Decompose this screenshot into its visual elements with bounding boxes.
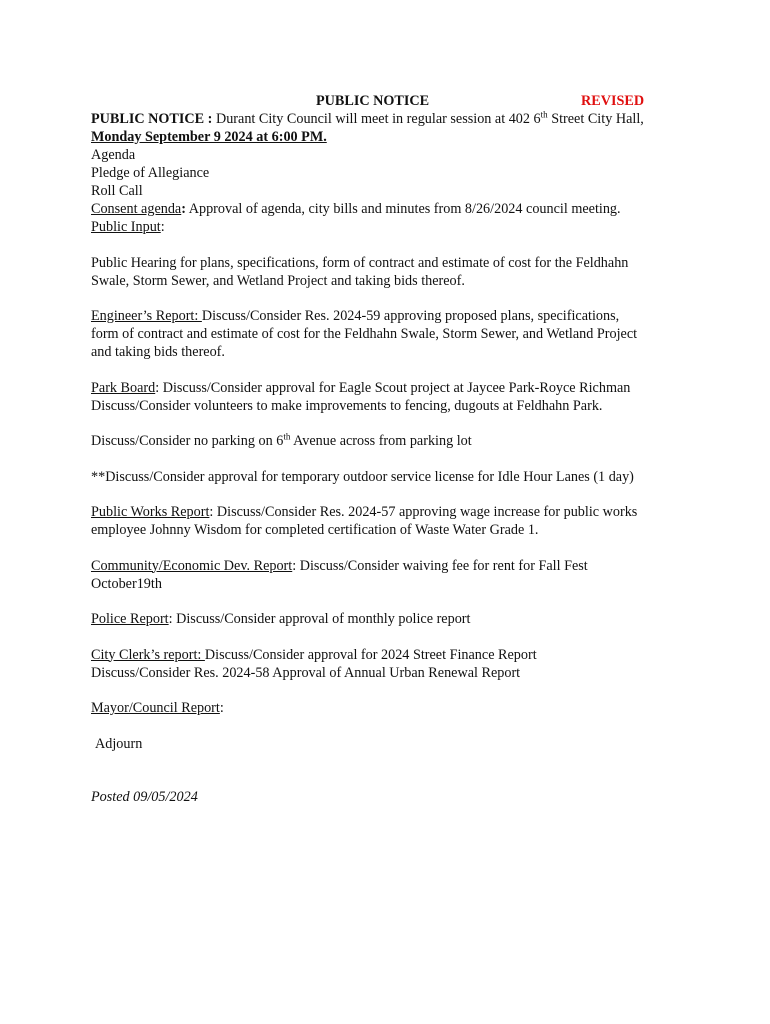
- pledge-item: Pledge of Allegiance: [91, 165, 210, 181]
- intro-label: PUBLIC NOTICE :: [91, 111, 213, 127]
- park-board-text: : Discuss/Consider approval for Eagle Scout project at Jaycee Park-Royce Richman: [155, 379, 631, 396]
- idle-hour-item: **Discuss/Consider approval for temporary outdoor service license for Idle Hour Lanes (1 day): [91, 468, 634, 485]
- public-works-line-1: [91, 503, 691, 521]
- notice-header: [91, 92, 691, 110]
- intro-text: Durant City Council will meet in regular session at 402 6: [212, 111, 541, 127]
- park-board-label: Park Board: [91, 379, 156, 396]
- intro-line: [91, 110, 691, 128]
- public-works-line-2: employee Johnny Wisdom for completed certification of Waste Water Grade 1.: [91, 522, 539, 538]
- public-hearing-line-1: Public Hearing for plans, specifications, form of contract and estimate of cost for the Feldhahn: [91, 254, 629, 271]
- engineer-report-text: Discuss/Consider Res. 2024-59 approving proposed plans, specifications,: [201, 308, 620, 324]
- mayor-council-colon: :: [219, 700, 224, 716]
- city-clerk-line-1: [91, 646, 691, 664]
- consent-colon: :: [181, 201, 186, 217]
- city-clerk-label: City Clerk’s report:: [91, 646, 205, 663]
- public-hearing-line-2: Swale, Storm Sewer, and Wetland Project and taking bids thereof.: [91, 272, 465, 289]
- engineer-report-line-3: and taking bids thereof.: [91, 344, 225, 360]
- engineer-report-line-1: [91, 307, 691, 325]
- mayor-council-item: [91, 699, 691, 717]
- meeting-date: Monday September 9 2024 at 6:00 PM.: [91, 129, 327, 145]
- mayor-council-label: Mayor/Council Report: [91, 700, 220, 716]
- posted-date: Posted 09/05/2024: [91, 788, 198, 805]
- no-parking-ordinal: th: [283, 431, 291, 442]
- city-clerk-line-2: Discuss/Consider Res. 2024-58 Approval of Annual Urban Renewal Report: [91, 664, 521, 681]
- intro-ordinal: th: [540, 109, 548, 120]
- notice-title: PUBLIC NOTICE: [316, 93, 430, 109]
- roll-call-item: Roll Call: [91, 183, 143, 199]
- no-parking-text-end: Avenue across from parking lot: [290, 433, 472, 449]
- no-parking-text: Discuss/Consider no parking on 6: [91, 433, 284, 449]
- police-report-text: : Discuss/Consider approval of monthly police report: [168, 611, 471, 627]
- city-clerk-text: Discuss/Consider approval for 2024 Street Finance Report: [204, 646, 537, 663]
- consent-agenda-text: Approval of agenda, city bills and minutes from 8/26/2024 council meeting.: [185, 201, 621, 217]
- police-report-item: [91, 610, 691, 628]
- public-input-label: Public Input: [91, 219, 161, 235]
- public-notice-document: [91, 92, 691, 806]
- engineer-report-label: Engineer’s Report:: [91, 308, 202, 324]
- engineer-report-line-2: form of contract and estimate of cost for the Feldhahn Swale, Storm Sewer, and Wetland Project: [91, 326, 638, 342]
- consent-agenda-item: [91, 200, 691, 218]
- park-board-line-1: [91, 379, 691, 397]
- public-works-text: : Discuss/Consider Res. 2024-57 approving wage increase for public works: [209, 504, 638, 520]
- consent-agenda-label: Consent agenda: [91, 201, 182, 217]
- community-report-line-1: [91, 557, 691, 575]
- police-report-label: Police Report: [91, 611, 169, 627]
- intro-text-end: Street City Hall,: [547, 111, 644, 127]
- revised-label: REVISED: [581, 93, 645, 109]
- no-parking-item: [91, 432, 691, 450]
- public-input-colon: :: [160, 219, 165, 235]
- agenda-heading: Agenda: [91, 147, 136, 163]
- community-report-line-2: October19th: [91, 575, 162, 592]
- community-report-label: Community/Economic Dev. Report: [91, 557, 293, 574]
- public-input-item: [91, 218, 691, 236]
- adjourn-item: Adjourn: [95, 735, 143, 752]
- community-report-text: : Discuss/Consider waiving fee for rent for Fall Fest: [292, 557, 588, 574]
- park-board-line-2: Discuss/Consider volunteers to make improvements to fencing, dugouts at Feldhahn Park.: [91, 397, 603, 414]
- public-works-label: Public Works Report: [91, 504, 210, 520]
